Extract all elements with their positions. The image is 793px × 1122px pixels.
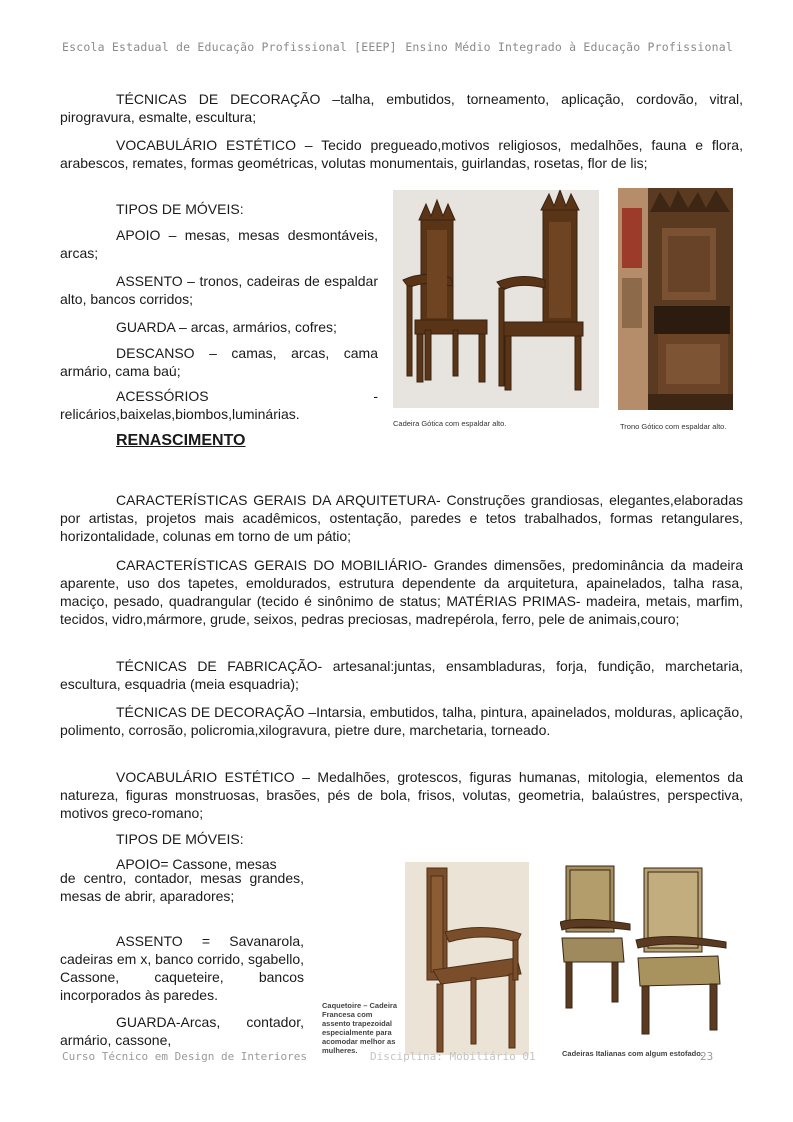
gothic-throne-photo bbox=[618, 188, 733, 410]
gothic-chairs-caption: Cadeira Gótica com espaldar alto. bbox=[393, 419, 507, 428]
italian-chairs-caption: Cadeiras Italianas com algum estofado. bbox=[562, 1049, 703, 1058]
gothic-assento-item: ASSENTO – tronos, cadeiras de espaldar alto, bancos corridos; bbox=[60, 273, 378, 307]
gothic-descanso-item: DESCANSO – camas, arcas, cama armário, cama baú; bbox=[60, 345, 378, 379]
renascimento-vocabulario-paragraph: VOCABULÁRIO ESTÉTICO – Medalhões, grotescos, figuras humanas, mitologia, elementos da natureza, figuras monstruosas, brasões, pés de bola, frisos, volutas, geometria, balaústres, perspectiva, motivos greco-romano; bbox=[60, 769, 743, 821]
gothic-tipos-heading: TIPOS DE MÓVEIS: bbox=[116, 201, 244, 217]
gothic-apoio-item: APOIO – mesas, mesas desmontáveis, arcas; bbox=[60, 227, 378, 261]
caqueteire-photo bbox=[405, 862, 529, 1055]
renascimento-fabricacao-paragraph: TÉCNICAS DE FABRICAÇÃO- artesanal:juntas, ensambladuras, forja, fundição, marchetaria, escultura, esquadria (meia esquadria); bbox=[60, 658, 743, 692]
gothic-throne-caption: Trono Gótico com espaldar alto. bbox=[620, 422, 727, 431]
renascimento-tipos-heading: TIPOS DE MÓVEIS: bbox=[116, 831, 244, 847]
header-school: Escola Estadual de Educação Profissional [EEEP] bbox=[62, 40, 397, 54]
renascimento-apoio-item: APOIO= Cassone, mesas bbox=[116, 856, 277, 872]
italian-chairs-photo bbox=[560, 862, 733, 1038]
gothic-acessorios-item: ACESSÓRIOS - relicários,baixelas,biombos,luminárias. bbox=[60, 388, 378, 422]
caqueteire-caption: Caquetoire – Cadeira Francesa com assento trapezoidal especialmente para acomodar melhor as mulheres. bbox=[322, 1001, 398, 1055]
gothic-tecnicas-paragraph: TÉCNICAS DE DECORAÇÃO –talha, embutidos, torneamento, aplicação, cordovão, vitral, pirogravura, esmalte, escultura; bbox=[60, 91, 743, 125]
renascimento-apoio-continuation: de centro, contador, mesas grandes, mesas de abrir, aparadores; bbox=[60, 870, 304, 904]
gothic-vocabulario-paragraph: VOCABULÁRIO ESTÉTICO – Tecido pregueado,motivos religiosos, medalhões, fauna e flora, arabescos, remates, formas geométricas, volutas monumentais, guirlandas, rosetas, flor de lis; bbox=[60, 137, 743, 171]
footer-page-number: 23 bbox=[700, 1050, 714, 1063]
footer-discipline: Disciplina: Mobiliário 01 bbox=[370, 1050, 536, 1063]
renascimento-decoracao-paragraph: TÉCNICAS DE DECORAÇÃO –Intarsia, embutidos, talha, pintura, apainelados, molduras, aplicação, polimento, corrosão, policromia,xilogravura, pietre dure, marchetaria, torneado. bbox=[60, 704, 743, 738]
gothic-guarda-item: GUARDA – arcas, armários, cofres; bbox=[116, 319, 337, 335]
footer-course: Curso Técnico em Design de Interiores bbox=[62, 1050, 308, 1063]
renascimento-title: RENASCIMENTO bbox=[116, 432, 246, 449]
header-course: Ensino Médio Integrado à Educação Profissional bbox=[405, 40, 733, 54]
gothic-chairs-photo bbox=[393, 190, 599, 408]
renascimento-arquitetura-paragraph: CARACTERÍSTICAS GERAIS DA ARQUITETURA- Construções grandiosas, elegantes,elaboradas por artistas, projetos mais acadêmicos, ostentação, paredes e tetos trabalhados, formas retangulares, horizontalidade, colunas em torno de um pátio; bbox=[60, 492, 743, 544]
renascimento-mobiliario-paragraph: CARACTERÍSTICAS GERAIS DO MOBILIÁRIO- Grandes dimensões, predominância da madeira aparente, uso dos tapetes, emoldurados, estrutura dependente da arquitetura, apainelados, talha rasa, maciço, pesado, quadrangular (tecido é sinônimo de status; MATÉRIAS PRIMAS- madeira, metais, marfim, tecidos, vidro,mármore, grude, seixos, pedras preciosas, madrepérola, ferro, pele de animais,couro; bbox=[60, 557, 743, 627]
renascimento-guarda-item: GUARDA-Arcas, contador, armário, cassone, bbox=[60, 1014, 304, 1048]
renascimento-assento-item: ASSENTO = Savanarola, cadeiras em x, banco corrido, sgabello, Cassone, caqueteire, bancos incorporados às paredes. bbox=[60, 933, 304, 1003]
